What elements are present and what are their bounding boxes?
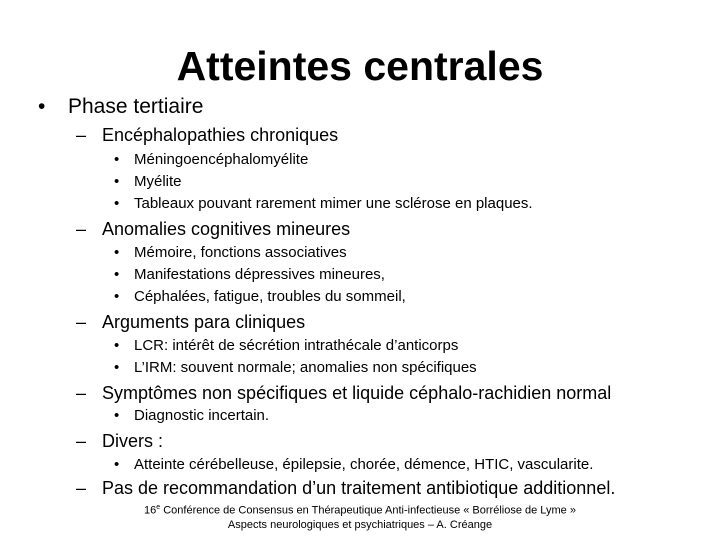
dash: – (76, 431, 87, 451)
bullet: • (114, 151, 120, 168)
bullet: • (114, 407, 120, 424)
list-item (114, 150, 308, 170)
dash: – (76, 383, 87, 403)
bullet: • (38, 95, 46, 118)
section-heading-text: Pas de recommandation d’un traitement antibiotique additionnel. (102, 478, 616, 498)
list-item (114, 287, 406, 307)
level1-text: Phase tertiaire (68, 95, 204, 118)
section-heading (76, 311, 305, 333)
list-item-text: Atteinte cérébelleuse, épilepsie, chorée, démence, HTIC, vascularite. (134, 456, 594, 473)
list-item (114, 455, 593, 475)
list-item-text: Manifestations dépressives mineures, (134, 266, 385, 283)
dash: – (76, 125, 87, 145)
list-item-text: Myélite (134, 173, 182, 190)
bullet: • (114, 195, 120, 212)
section-heading (76, 218, 350, 240)
list-item-text: Méningoencéphalomyélite (134, 151, 309, 168)
bullet: • (114, 266, 120, 283)
bullet: • (114, 173, 120, 190)
bullet: • (114, 359, 120, 376)
list-item (114, 358, 477, 378)
bullet: • (114, 288, 120, 305)
section-heading (76, 477, 615, 499)
bullet: • (114, 244, 120, 261)
section-heading-text: Arguments para cliniques (102, 312, 306, 332)
slide-footer (0, 501, 720, 532)
slide-title: Atteintes centrales (176, 43, 544, 89)
dash: – (76, 219, 87, 239)
footer-conference: Conférence de Consensus en Thérapeutique Anti-infectieuse « Borréliose de Lyme » (160, 504, 576, 517)
list-item (114, 194, 533, 214)
list-item (114, 243, 347, 263)
list-item-text: Mémoire, fonctions associatives (134, 244, 347, 261)
list-item-text: Diagnostic incertain. (134, 407, 270, 424)
footer-line-2: Aspects neurologiques et psychiatriques – A. Créange (227, 518, 493, 531)
bullet: • (114, 456, 120, 473)
dash: – (76, 312, 87, 332)
footer-line-1 (0, 501, 720, 518)
section-heading-text: Symptômes non spécifiques et liquide céphalo-rachidien normal (102, 383, 612, 403)
list-item-text: Tableaux pouvant rarement mimer une sclérose en plaques. (134, 195, 533, 212)
list-item-text: Céphalées, fatigue, troubles du sommeil, (134, 288, 406, 305)
section-heading-text: Encéphalopathies chroniques (102, 125, 339, 145)
footer-superscript: e (156, 504, 161, 511)
section-heading (76, 382, 611, 404)
dash: – (76, 478, 87, 498)
list-item (114, 336, 458, 356)
list-item-text: L’IRM: souvent normale; anomalies non spécifiques (134, 359, 477, 376)
level1-item (38, 94, 203, 120)
section-heading-text: Anomalies cognitives mineures (102, 219, 351, 239)
list-item (114, 406, 269, 426)
section-heading (76, 430, 163, 452)
section-heading-text: Divers : (102, 431, 164, 451)
list-item (114, 172, 182, 192)
footer-number: 16 (144, 504, 157, 517)
list-item (114, 265, 385, 285)
section-heading (76, 124, 338, 146)
bullet: • (114, 337, 120, 354)
list-item-text: LCR: intérêt de sécrétion intrathécale d’anticorps (134, 337, 459, 354)
